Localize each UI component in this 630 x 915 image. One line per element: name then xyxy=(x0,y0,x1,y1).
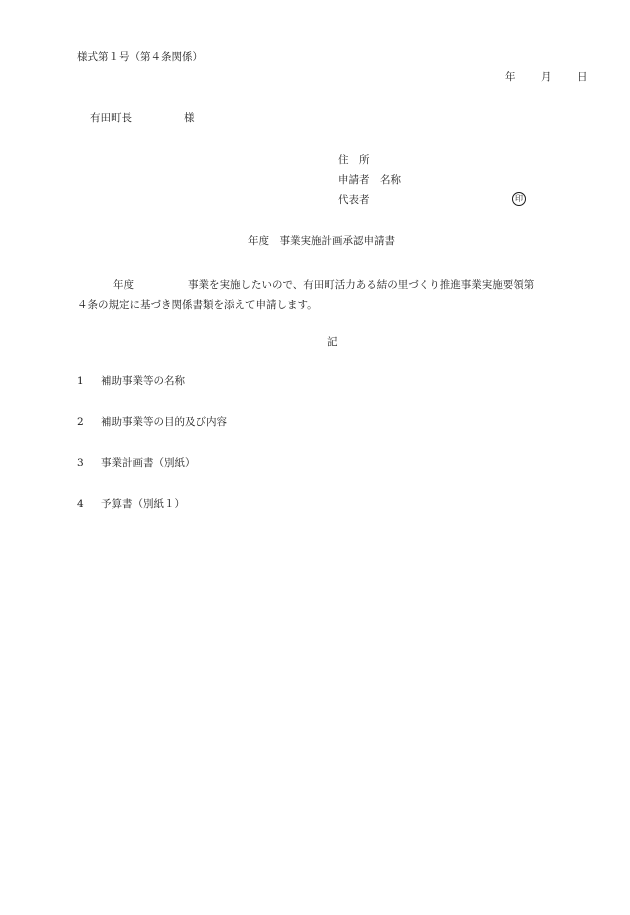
seal-mark-icon: 印 xyxy=(512,192,526,206)
item-number: 1 xyxy=(77,375,84,387)
item-number: 2 xyxy=(77,416,84,428)
addressee-suffix: 様 xyxy=(184,112,195,124)
form-number: 様式第１号（第４条関係） xyxy=(77,51,203,63)
date-year-label: 年 xyxy=(505,71,516,83)
date-month-label: 月 xyxy=(541,71,552,83)
item-label: 予算書（別紙１） xyxy=(101,498,185,510)
body-line-1 xyxy=(77,275,591,295)
list-item xyxy=(77,499,185,510)
applicant-address-label: 住 所 xyxy=(338,154,370,166)
list-item xyxy=(77,458,196,469)
list-item xyxy=(77,376,185,387)
list-item xyxy=(77,417,227,428)
applicant-name-label: 申請者 名称 xyxy=(338,174,401,186)
body-line-1-text: 事業を実施したいので、有田町活力ある結の里づくり推進事業実施要領第 xyxy=(188,279,535,291)
item-number: 4 xyxy=(77,498,84,510)
ki-heading: 記 xyxy=(327,336,338,348)
addressee-name: 有田町長 xyxy=(90,112,132,124)
body-fiscal-year: 年度 xyxy=(113,279,134,291)
item-label: 補助事業等の目的及び内容 xyxy=(101,416,227,428)
representative-label: 代表者 xyxy=(338,194,370,206)
document-title: 年度 事業実施計画承認申請書 xyxy=(248,235,395,247)
item-label: 事業計画書（別紙） xyxy=(101,457,196,469)
body-line-2: ４条の規定に基づき関係書類を添えて申請します。 xyxy=(77,299,318,311)
item-label: 補助事業等の名称 xyxy=(101,375,185,387)
body-paragraph xyxy=(77,275,591,315)
item-number: 3 xyxy=(77,457,84,469)
date-day-label: 日 xyxy=(577,71,588,83)
